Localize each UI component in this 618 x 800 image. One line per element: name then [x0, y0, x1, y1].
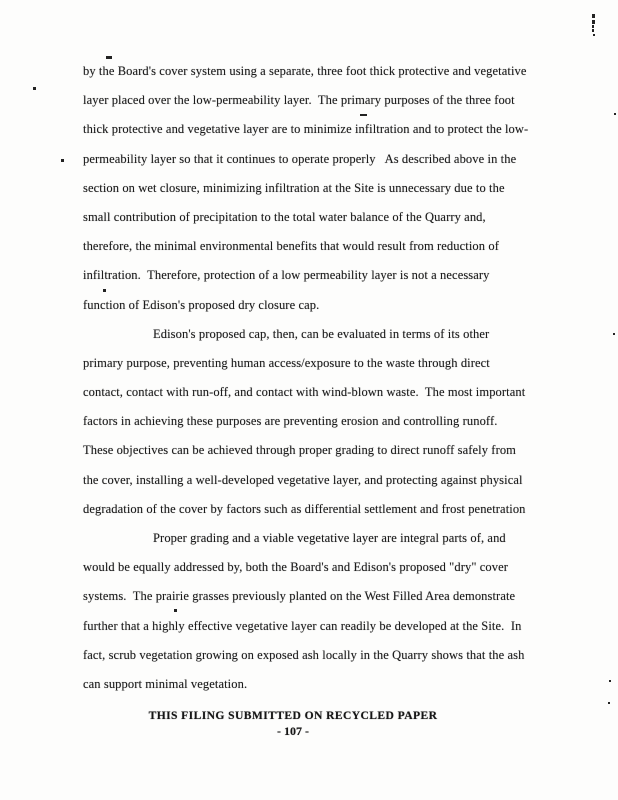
- document-line-paragraph-start: Edison's proposed cap, then, can be evaluated in terms of its other: [153, 326, 490, 341]
- document-line: function of Edison's proposed dry closure cap.: [83, 297, 320, 312]
- scan-speckle: [103, 289, 106, 292]
- document-line: degradation of the cover by factors such as differential settlement and frost penetration: [83, 501, 526, 516]
- document-line-paragraph-start: Proper grading and a viable vegetative layer are integral parts of, and: [153, 531, 506, 545]
- document-line: layer placed over the low-permeability layer. The primary purposes of the three foot: [83, 93, 515, 108]
- scan-speckle: [174, 609, 177, 612]
- recycled-paper-notice: THIS FILING SUBMITTED ON RECYCLED PAPER: [148, 709, 438, 722]
- scan-dotted-line-mark: [592, 20, 595, 24]
- scan-speckle: [614, 113, 616, 115]
- document-line: therefore, the minimal environmental benefits that would result from reduction of: [83, 239, 499, 254]
- scan-dotted-line-mark: [593, 34, 595, 36]
- scan-dotted-line-mark: [592, 25, 594, 28]
- scan-dotted-line-mark: [592, 29, 594, 32]
- document-line: contact, contact with run-off, and contact with wind-blown waste. The most important: [83, 385, 526, 400]
- document-line: infiltration. Therefore, protection of a low permeability layer is not a necessary: [83, 268, 490, 283]
- scan-dash-artifact: [106, 56, 112, 59]
- scan-speckle: [609, 680, 611, 682]
- document-line: the cover, installing a well-developed vegetative layer, and protecting against physical: [83, 472, 523, 487]
- document-line: permeability layer so that it continues to operate properly As described above in the: [83, 151, 517, 166]
- document-line: primary purpose, preventing human access/exposure to the waste through direct: [83, 355, 490, 370]
- document-line: further that a highly effective vegetative layer can readily be developed at the Site. In: [83, 618, 522, 633]
- document-line: factors in achieving these purposes are preventing erosion and controlling runoff.: [83, 414, 498, 429]
- scan-speckle: [61, 159, 64, 162]
- document-line: fact, scrub vegetation growing on exposed ash locally in the Quarry shows that the ash: [83, 647, 525, 662]
- document-line: systems. The prairie grasses previously planted on the West Filled Area demonstrate: [83, 589, 516, 604]
- scan-speckle: [613, 333, 615, 335]
- page-footer: [0, 709, 602, 739]
- document-line: by the Board's cover system using a separate, three foot thick protective and vegetative: [83, 64, 527, 78]
- document-line: would be equally addressed by, both the Board's and Edison's proposed "dry" cover: [83, 560, 509, 575]
- scan-speckle: [608, 702, 610, 704]
- document-line: small contribution of precipitation to the total water balance of the Quarry and,: [83, 209, 486, 224]
- scan-speckle: [33, 87, 36, 90]
- document-line: thick protective and vegetative layer are to minimize infiltration and to protect the low-: [83, 122, 529, 137]
- page-number: - 107 -: [277, 724, 309, 738]
- document-line: can support minimal vegetation.: [83, 676, 248, 691]
- scan-dotted-line-mark: [592, 14, 595, 18]
- document-body: [83, 57, 593, 699]
- document-line: These objectives can be achieved through proper grading to direct runoff safely from: [83, 443, 517, 458]
- document-line: section on wet closure, minimizing infiltration at the Site is unnecessary due to the: [83, 180, 505, 195]
- scan-dash-artifact: [360, 114, 367, 116]
